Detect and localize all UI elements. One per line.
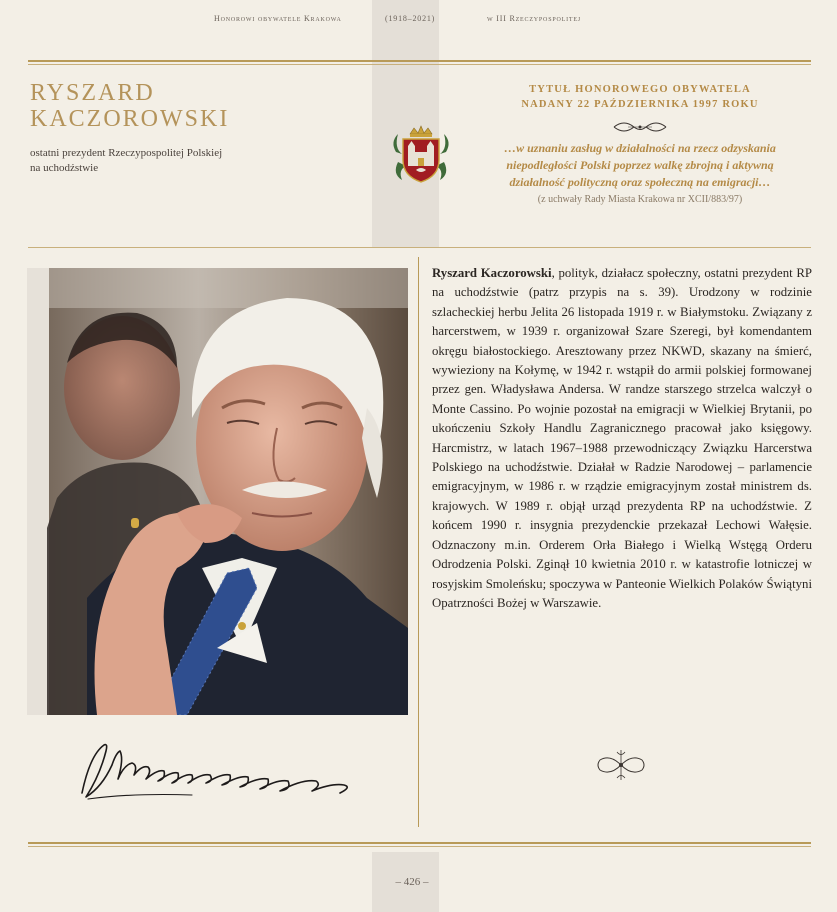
honor-block bbox=[470, 82, 810, 207]
name-line-1: RYSZARD bbox=[30, 80, 155, 106]
column-divider bbox=[418, 257, 419, 827]
honor-quote bbox=[470, 140, 810, 191]
honor-title-line-1: TYTUŁ HONOROWEGO OBYWATELA bbox=[529, 84, 751, 95]
handwritten-signature bbox=[72, 735, 362, 805]
biography-body: , polityk, działacz społeczny, ostatni prezydent RP na uchodźstwie (patrz przypis na s. 39). Urodzony w rodzinie szlacheckiej herbu Jelita 26 listopada 1919 r. w Białymstoku. Związany z harcerstwem, w 1939 r. organizował Szare Szeregi, był komendantem okręgu białostockiego. Aresztowany przez NKWD, skazany na śmierć, wywieziony na Kołymę, w 1942 r. wstąpił do armii polskiej formowanej przez gen. Władysława Andersa. W randze starszego strzelca walczył o Monte Cassino. Po wojnie pozostał na emigracji w Wielkiej Brytanii, po ukończeniu Szkoły Handlu Zagranicznego pracował jako księgowy. Harcmistrz, w latach 1967–1988 przewodniczący Związku Harcerstwa Polskiego na uchodźstwie. Działał w Radzie Narodowej – parlamencie emigracyjnym, w 1986 r. w rządzie emigracyjnym został ministrem ds. krajowych. W 1989 r. objął urząd prezydenta RP na uchodźstwie. Z końcem 1990 r. insygnia prezydenckie przekazał Lechowi Wałęsie. Odznaczony m.in. Orderem Orła Białego i Wielką Wstęgą Orderu Odrodzenia Polski. Zginął 10 kwietnia 2010 r. w katastrofie lotniczej w rosyjskim Smoleńsku; spoczywa w Panteonie Wielkich Polaków Świątyni Opatrzności Bożej w Warszawie. bbox=[432, 266, 812, 610]
top-rule bbox=[28, 60, 811, 62]
running-head-right: w III Rzeczypospolitej bbox=[487, 14, 581, 23]
quote-line-3: działalność polityczną oraz społeczną na emigracji… bbox=[509, 175, 771, 189]
quote-source: (z uchwały Rady Miasta Krakowa nr XCII/883/97) bbox=[537, 194, 743, 205]
portrait-photo bbox=[27, 268, 408, 715]
mid-rule bbox=[28, 247, 811, 248]
name-line-2: KACZOROWSKI bbox=[30, 106, 230, 132]
person-name bbox=[30, 80, 360, 132]
portrait-illustration bbox=[27, 268, 408, 715]
biography-lead-name: Ryszard Kaczorowski bbox=[432, 266, 552, 280]
page-number: – 426 – bbox=[395, 876, 429, 888]
scroll-ornament-icon bbox=[594, 748, 648, 782]
quote-line-2: niepodległości Polski poprzez walkę zbrojną i aktywną bbox=[506, 158, 774, 172]
biography-text bbox=[432, 264, 812, 613]
subtitle-line-1: ostatni prezydent Rzeczypospolitej Polskiej bbox=[30, 147, 223, 159]
person-subtitle bbox=[30, 146, 330, 176]
running-head-left: Honorowi obywatele Krakowa bbox=[214, 14, 342, 23]
scroll-ornament-icon bbox=[610, 118, 670, 136]
bottom-rule bbox=[28, 842, 811, 844]
honor-title-line-2: NADANY 22 PAŹDZIERNIKA 1997 ROKU bbox=[521, 99, 759, 110]
krakow-coat-of-arms-icon bbox=[388, 122, 454, 188]
subtitle-line-2: na uchodźstwie bbox=[30, 162, 99, 174]
running-head-center: (1918–2021) bbox=[385, 14, 436, 23]
bottom-rule-thin bbox=[28, 846, 811, 847]
top-rule-thin bbox=[28, 64, 811, 65]
quote-line-1: …w uznaniu zasług w działalności na rzecz odzyskania bbox=[504, 141, 776, 155]
